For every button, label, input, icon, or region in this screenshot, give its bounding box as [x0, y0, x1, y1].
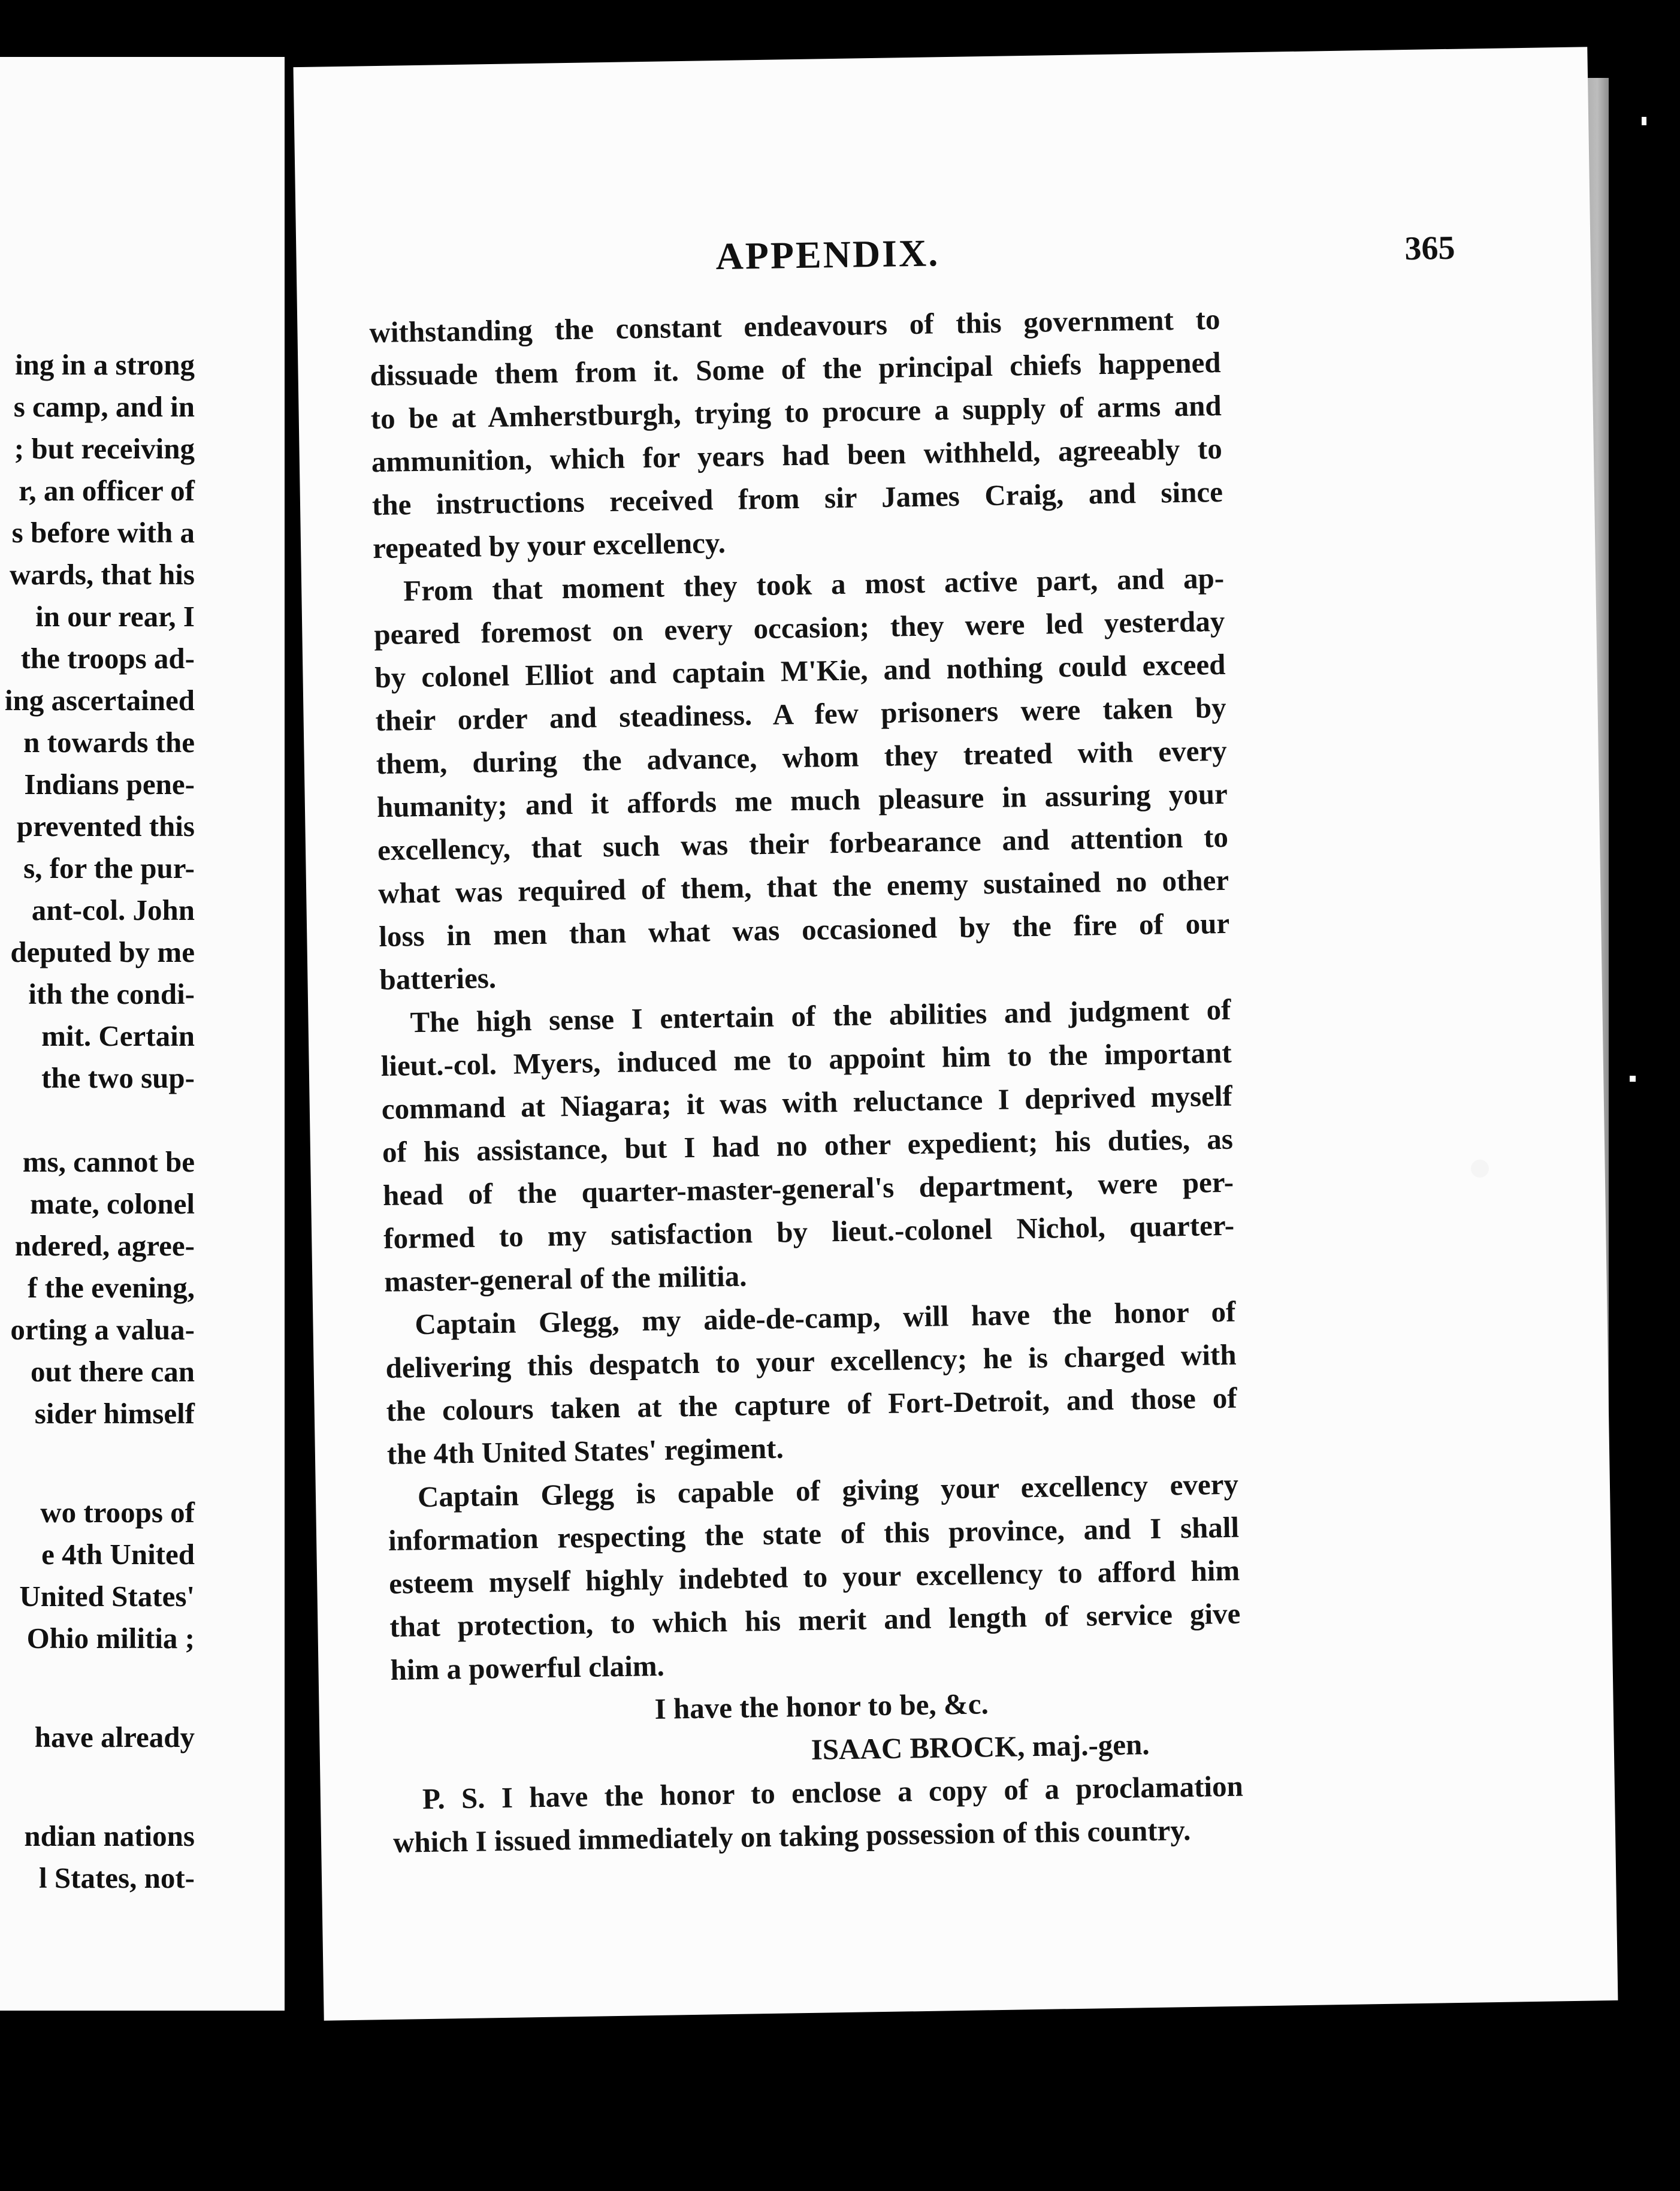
scan-mark	[1630, 1076, 1636, 1082]
paragraph-4-line: Captain Glegg, my aide-de-camp, will have the honor of	[415, 1294, 1236, 1341]
paragraph-1-line: withstanding the constant endeavours of this government to	[369, 302, 1220, 349]
page-number: 365	[1404, 229, 1455, 268]
left-page-line: wards, that his	[9, 558, 195, 591]
paragraph-2-line: batteries.	[379, 961, 497, 997]
running-header: APPENDIX.	[715, 231, 940, 278]
paragraph-2-line: what was required of them, that the enemy sustained no other	[377, 863, 1229, 910]
paragraph-3-line: lieut.-col. Myers, induced me to appoint him to the important	[380, 1036, 1232, 1083]
left-page-line: deputed by me	[10, 935, 195, 968]
paragraph-3-line: The high sense I entertain of the abilities and judgment of	[410, 992, 1231, 1039]
closing-line: I have the honor to be, &c.	[654, 1687, 989, 1726]
paragraph-4-line: the 4th United States' regiment.	[386, 1431, 784, 1471]
paragraph-2-line: From that moment they took a most active part, and ap-	[403, 561, 1225, 608]
left-page-line: mate, colonel	[30, 1187, 195, 1220]
paragraph-2-line: their order and steadiness. A few prisoners were taken by	[375, 690, 1226, 738]
paragraph-4-line: delivering this despatch to your excellency; he is charged with	[385, 1338, 1237, 1385]
left-page-line: ing ascertained	[4, 684, 195, 717]
paragraph-5-line: esteem myself highly indebted to your excellency to afford him	[388, 1553, 1240, 1600]
scan-mark	[1642, 117, 1646, 125]
paragraph-5-line: information respecting the state of this province, and I shall	[388, 1510, 1240, 1557]
left-page-line: n towards the	[23, 726, 195, 759]
scan-speck	[1471, 1160, 1489, 1178]
paragraph-1-line: repeated by your excellency.	[372, 526, 726, 565]
paragraph-3-line: head of the quarter-master-general's department, were per-	[382, 1165, 1234, 1212]
left-page	[0, 57, 285, 2011]
paragraph-5-line: him a powerful claim.	[390, 1649, 665, 1686]
paragraph-4-line: the colours taken at the capture of Fort-Detroit, and those of	[386, 1381, 1238, 1428]
left-page-line: r, an officer of	[19, 474, 195, 507]
paragraph-2-line: by colonel Elliot and captain M'Kie, and nothing could exceed	[374, 647, 1226, 695]
paragraph-2-line: them, during the advance, whom they treated with every	[376, 734, 1228, 781]
left-page-line: ith the condi-	[28, 977, 195, 1010]
left-page-line: orting a valua-	[10, 1313, 195, 1346]
paragraph-2-line: humanity; and it affords me much pleasure in assuring your	[376, 777, 1228, 824]
paragraph-3-line: of his assistance, but I had no other expedient; his duties, as	[382, 1122, 1234, 1169]
right-page	[294, 47, 1618, 2021]
left-page-line: s before with a	[11, 516, 195, 549]
paragraph-3-line: command at Niagara; it was with reluctance I deprived myself	[381, 1079, 1233, 1126]
left-page-line: the troops ad-	[20, 642, 195, 675]
left-page-line: ing in a strong	[15, 348, 195, 381]
paragraph-1-line: ammunition, which for years had been withheld, agreeably to	[371, 431, 1223, 479]
left-page-line: ndian nations	[24, 1819, 195, 1852]
paragraph-2-line: excellency, that such was their forbearance and attention to	[377, 820, 1229, 867]
paragraph-5-line: that protection, to which his merit and length of service give	[389, 1597, 1241, 1643]
left-page-line: United States'	[19, 1580, 195, 1613]
left-page-line: Ohio militia ;	[26, 1622, 195, 1655]
paragraph-1-line: to be at Amherstburgh, trying to procure a supply of arms and	[370, 388, 1222, 436]
paragraph-3-line: formed to my satisfaction by lieut.-colonel Nichol, quarter-	[383, 1208, 1235, 1256]
postscript-line: which I issued immediately on taking possession of this country.	[392, 1813, 1191, 1859]
left-page-line: prevented this	[16, 810, 195, 843]
paragraph-3-line: master-general of the militia.	[383, 1259, 747, 1299]
left-page-line: mit. Certain	[41, 1019, 195, 1052]
left-page-line: Indians pene-	[24, 768, 195, 801]
paragraph-1-line: the instructions received from sir James Craig, and since	[371, 475, 1223, 522]
left-page-line: in our rear, I	[35, 600, 195, 633]
paragraph-1-line: dissuade them from it. Some of the principal chiefs happened	[370, 345, 1221, 393]
left-page-line: out there can	[31, 1355, 195, 1388]
left-page-line: sider himself	[34, 1397, 195, 1430]
paragraph-5-line: Captain Glegg is capable of giving your excellency every	[417, 1467, 1239, 1514]
left-page-line: the two sup-	[41, 1061, 195, 1094]
paragraph-2-line: loss in men than what was occasioned by the fire of our	[378, 906, 1230, 953]
left-page-line: e 4th United	[41, 1538, 195, 1571]
paragraph-2-line: peared foremost on every occasion; they were led yesterday	[373, 604, 1225, 651]
signature: ISAAC BROCK, maj.-gen.	[811, 1728, 1150, 1766]
left-page-line: l States, not-	[39, 1861, 195, 1894]
left-page-line: s, for the pur-	[23, 852, 195, 885]
left-page-line: ; but receiving	[14, 432, 195, 465]
left-page-line: s camp, and in	[13, 390, 195, 423]
left-page-line: ms, cannot be	[22, 1145, 195, 1178]
left-page-line: f the evening,	[28, 1271, 195, 1304]
left-page-line: ndered, agree-	[14, 1229, 195, 1262]
left-page-line: ant-col. John	[31, 894, 195, 927]
left-page-line: wo troops of	[40, 1496, 195, 1529]
left-page-line: have already	[34, 1721, 195, 1754]
postscript-line: P. S. I have the honor to enclose a copy of a proclamation	[422, 1769, 1244, 1816]
